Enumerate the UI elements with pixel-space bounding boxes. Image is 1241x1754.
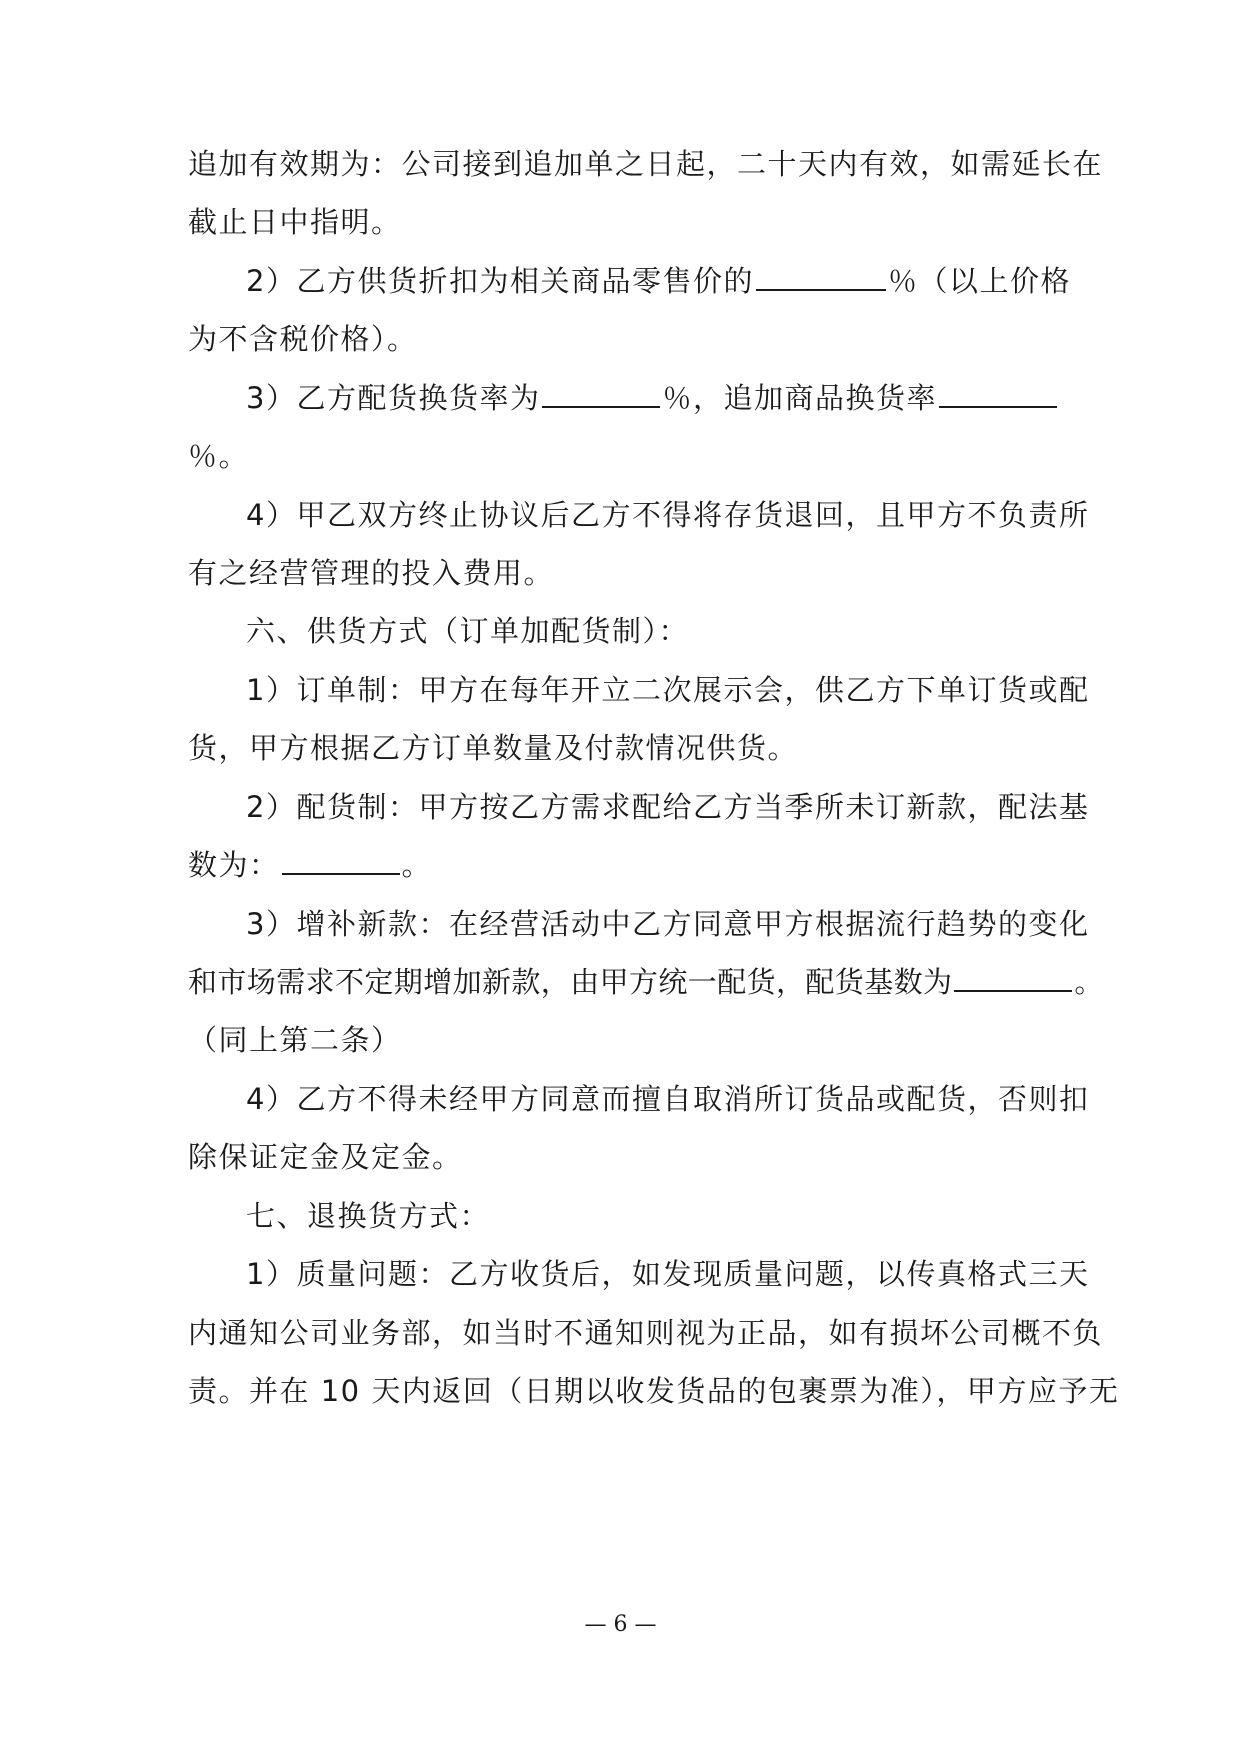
clause-text: 。 [1074,965,1104,999]
fill-in-blank[interactable] [282,847,400,875]
section-heading: 七、退换货方式： [246,1199,491,1233]
clause-text: ％，追加商品换货率 [662,381,937,415]
paragraph-line: 4）乙方不得未经甲方同意而擅自取消所订货品或配货，否则扣 [246,1082,1090,1116]
clause-2-line-1 [246,261,1071,301]
paragraph-line: 有之经营管理的投入费用。 [188,556,555,590]
clause-text: 3）乙方配货换货率为 [246,381,541,415]
fill-in-blank[interactable] [542,380,660,408]
paragraph-line: 追加有效期为：公司接到追加单之日起，二十天内有效，如需延长在 [188,147,1104,181]
clause-text: 数为： [188,848,280,882]
fill-in-blank[interactable] [954,964,1072,992]
clause-text: 。 [401,848,433,882]
paragraph-line: 1）质量问题：乙方收货后，如发现质量问题，以传真格式三天 [246,1257,1090,1291]
fill-in-blank[interactable] [939,380,1057,408]
paragraph-line: 2）配货制：甲方按乙方需求配给乙方当季所未订新款，配法基 [246,790,1090,824]
clause-text: 2）乙方供货折扣为相关商品零售价的 [246,264,754,298]
paragraph-line: （同上第二条） [188,1023,402,1057]
clause-6-3-line-2 [188,962,1104,1002]
paragraph-line: 为不含税价格）。 [188,322,418,356]
paragraph-line: 货，甲方根据乙方订单数量及付款情况供货。 [188,731,799,765]
fill-in-blank[interactable] [756,263,886,291]
paragraph-line: 4）甲乙双方终止协议后乙方不得将存货退回，且甲方不负责所 [246,498,1090,532]
paragraph-line: 1）订单制：甲方在每年开立二次展示会，供乙方下单订货或配 [246,673,1090,707]
clause-6-2-line-2 [188,845,1058,885]
paragraph-line: 3）增补新款：在经营活动中乙方同意甲方根据流行趋势的变化 [246,907,1090,941]
clause-text: 和市场需求不定期增加新款，由甲方统一配货，配货基数为 [188,965,953,999]
paragraph-line: 除保证定金及定金。 [188,1140,463,1174]
paragraph-line: 截止日中指明。 [188,205,402,239]
clause-3-line-1 [246,378,1058,418]
paragraph-line: 责。并在 10 天内返回（日期以收发货品的包裹票为准），甲方应予无 [188,1374,1120,1408]
section-heading: 六、供货方式（订单加配货制）： [246,614,690,648]
paragraph-line: 内通知公司业务部，如当时不通知则视为正品，如有损坏公司概不负 [188,1316,1104,1350]
paragraph-line: ％。 [188,439,250,473]
page-number: — 6 — [584,1612,657,1637]
clause-text: ％（以上价格 [887,264,1071,298]
